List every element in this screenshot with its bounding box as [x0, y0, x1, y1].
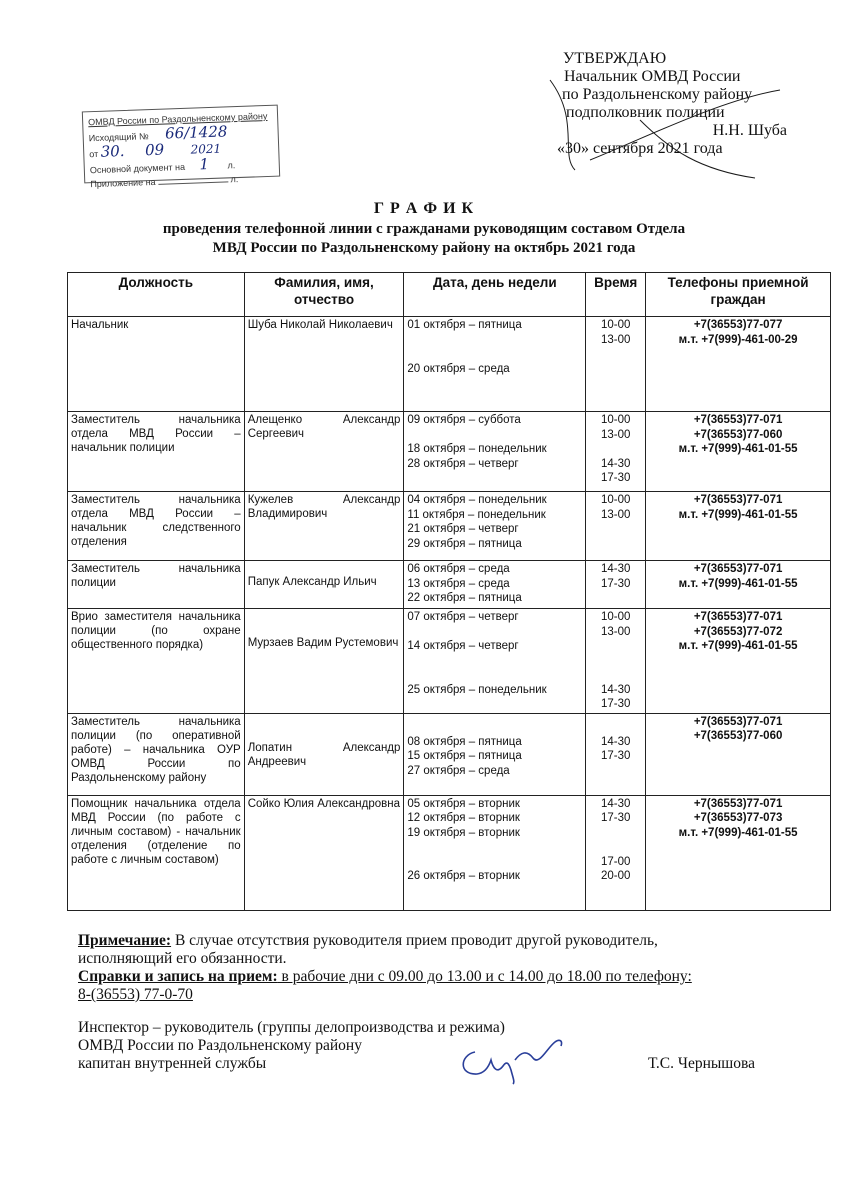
- note-text2: исполняющий его обязанности.: [78, 950, 287, 967]
- row-times: [586, 609, 646, 714]
- inspector-signature-icon: [455, 1030, 570, 1085]
- row-date: 26 октября – вторник: [407, 870, 520, 882]
- row-date: 14 октября – четверг: [407, 640, 519, 652]
- row-time: [589, 639, 642, 654]
- row-phone: +7(36553)77-073: [693, 812, 783, 824]
- row-phone: +7(36553)77-071: [693, 414, 783, 426]
- row-name-text: Лопатин Александр Андреевич: [247, 741, 401, 768]
- header-position: Должность: [68, 273, 245, 317]
- row-phones: [646, 609, 831, 714]
- stamp-date-year: 2021: [190, 141, 222, 157]
- row-time: 14-30: [601, 735, 631, 748]
- row-phone: +7(36553)77-077: [693, 319, 783, 331]
- row-time: [589, 442, 642, 457]
- page-subtitle-line2: МВД России по Раздольненскому району на октябрь 2021 года: [212, 240, 636, 256]
- row-dates: [404, 609, 586, 714]
- table-row: [68, 561, 831, 609]
- row-time: 14-30: [601, 457, 631, 470]
- row-phone: м.т. +7(999)-461-01-55: [678, 443, 798, 455]
- row-position: Заместитель начальника полиции (по оперативной работе) – начальника ОУР ОМВД России по Раздольненскому району: [68, 713, 245, 795]
- table-header-row: [68, 273, 831, 317]
- header-time: Время: [586, 273, 646, 317]
- stamp-from-label: от: [89, 148, 99, 160]
- row-date: 19 октября – вторник: [407, 826, 520, 839]
- row-date: [407, 855, 582, 870]
- stamp-main-doc-suffix: л.: [227, 160, 236, 171]
- approval-signature-icon: [520, 60, 800, 185]
- approval-date: «30» сентября 2021 года: [557, 140, 723, 157]
- row-phone: +7(36553)77-071: [693, 494, 783, 506]
- row-time: 14-30: [601, 797, 631, 810]
- row-date: 25 октября – понедельник: [407, 683, 547, 696]
- info-line: [78, 968, 692, 986]
- row-times: [586, 492, 646, 561]
- row-times: [586, 317, 646, 412]
- page-title: Г Р А Ф И К: [373, 200, 475, 217]
- row-time: 10-00: [601, 611, 631, 623]
- signature-line2: ОМВД России по Раздольненскому району: [78, 1037, 362, 1054]
- row-date: 07 октября – четверг: [407, 611, 519, 623]
- row-times: [586, 412, 646, 492]
- row-date: 15 октября – пятница: [407, 750, 522, 762]
- row-phones: [646, 561, 831, 609]
- row-time: 10-00: [601, 319, 631, 331]
- signature-name: Т.С. Чернышова: [648, 1055, 755, 1072]
- row-dates: [404, 795, 586, 910]
- row-phone: м.т. +7(999)-461-01-55: [678, 640, 798, 652]
- row-date: [407, 654, 582, 669]
- info-label: Справки и запись на прием:: [78, 968, 278, 985]
- signature-line1: Инспектор – руководитель (группы делопроизводства и режима): [78, 1019, 505, 1036]
- stamp-date-month: 09: [144, 140, 165, 160]
- row-phones: [646, 795, 831, 910]
- row-position: Помощник начальника отдела МВД России (по работе с личным составом) - начальник отделения (отделение по работе с личным составом): [68, 795, 245, 910]
- row-date: [407, 625, 582, 640]
- row-phone: +7(36553)77-071: [693, 797, 783, 810]
- row-date: 18 октября – понедельник: [407, 443, 547, 455]
- row-date: 09 октября – суббота: [407, 414, 521, 426]
- stamp-outgoing-number: 66/1428: [164, 122, 228, 143]
- row-dates: [404, 561, 586, 609]
- row-phone: +7(36553)77-060: [693, 730, 783, 742]
- row-dates: [404, 713, 586, 795]
- row-name: Шуба Николай Николаевич: [244, 317, 404, 412]
- row-date: [407, 333, 582, 348]
- header-date: Дата, день недели: [404, 273, 586, 317]
- row-time: 20-00: [601, 870, 631, 882]
- note-block: [78, 932, 692, 1004]
- row-name: [244, 713, 404, 795]
- row-date: [407, 840, 582, 855]
- table-row: [68, 317, 831, 412]
- row-date: 06 октября – среда: [407, 563, 510, 575]
- signature-block: [78, 1019, 505, 1073]
- row-time: 17-30: [601, 577, 631, 590]
- table-row: [68, 795, 831, 910]
- row-date: 27 октября – среда: [407, 764, 510, 777]
- row-time: 17-30: [601, 698, 631, 710]
- row-date: 11 октября – понедельник: [407, 508, 546, 521]
- row-time: 17-30: [601, 472, 631, 484]
- note-label: Примечание:: [78, 932, 172, 949]
- row-time: 10-00: [601, 494, 631, 506]
- row-phone: +7(36553)77-071: [693, 715, 783, 728]
- row-time: 14-30: [601, 563, 631, 575]
- header-name: Фамилия, имя, отчество: [244, 273, 404, 317]
- stamp-outgoing-label: Исходящий №: [88, 131, 149, 144]
- row-phones: [646, 412, 831, 492]
- row-date: 20 октября – среда: [407, 362, 510, 375]
- row-date: 12 октября – вторник: [407, 812, 520, 824]
- row-dates: [404, 492, 586, 561]
- row-time: 14-30: [601, 683, 631, 696]
- approval-line1: Начальник ОМВД России: [564, 68, 741, 85]
- row-time: [589, 840, 642, 855]
- stamp-main-doc-label: Основной документ на: [89, 161, 186, 176]
- row-position: Заместитель начальника отдела МВД России – начальник следственного отделения: [68, 492, 245, 561]
- table-row: [68, 713, 831, 795]
- row-position: Заместитель начальника отдела МВД России – начальник полиции: [68, 412, 245, 492]
- row-date: [407, 347, 582, 362]
- row-phone: +7(36553)77-060: [693, 428, 783, 441]
- row-date: [407, 668, 582, 683]
- row-phone: +7(36553)77-072: [693, 625, 783, 638]
- page-subtitle-line1: проведения телефонной линии с гражданами руководящим составом Отдела: [162, 221, 686, 237]
- row-phone: м.т. +7(999)-461-01-55: [678, 826, 798, 839]
- row-name-text: Мурзаев Вадим Рустемович: [247, 637, 399, 649]
- row-date: 13 октября – среда: [407, 577, 510, 590]
- row-time: [589, 826, 642, 841]
- approval-line3: подполковник полиции: [566, 104, 725, 121]
- info-text: в рабочие дни с 09.00 до 13.00 и с 14.00 до 18.00 по телефону:: [277, 968, 692, 985]
- stamp-attachment-suffix: л.: [230, 174, 239, 185]
- stamp-date-day: 30.: [100, 141, 125, 161]
- row-time: 13-00: [601, 428, 631, 441]
- row-phone: м.т. +7(999)-461-00-29: [678, 333, 798, 346]
- stamp-org: ОМВД России по Раздольненскому району: [88, 110, 268, 128]
- row-dates: [404, 317, 586, 412]
- row-phone: +7(36553)77-071: [693, 563, 783, 575]
- row-name: [244, 609, 404, 714]
- note-text: В случае отсутствия руководителя прием проводит другой руководитель,: [171, 932, 658, 949]
- row-time: 17-30: [601, 750, 631, 762]
- table-row: [68, 609, 831, 714]
- note-line1: [78, 932, 692, 950]
- row-name: Алещенко Александр Сергеевич: [244, 412, 404, 492]
- row-times: [586, 561, 646, 609]
- row-phone: +7(36553)77-071: [693, 611, 783, 623]
- row-date: 28 октября – четверг: [407, 457, 519, 470]
- schedule-table: [67, 272, 831, 911]
- row-times: [586, 795, 646, 910]
- row-name-text: Папук Александр Ильич: [247, 576, 377, 588]
- row-dates: [404, 412, 586, 492]
- row-position: Заместитель начальника полиции: [68, 561, 245, 609]
- approval-heading: УТВЕРЖДАЮ: [563, 50, 667, 67]
- table-row: [68, 412, 831, 492]
- row-phones: [646, 492, 831, 561]
- row-date: 29 октября – пятница: [407, 537, 522, 550]
- header-phones: Телефоны приемной граждан: [646, 273, 831, 317]
- row-time: 17-00: [601, 855, 631, 868]
- row-date: 01 октября – пятница: [407, 319, 522, 331]
- row-phone: м.т. +7(999)-461-01-55: [678, 508, 798, 521]
- row-date: 21 октября – четверг: [407, 523, 519, 535]
- row-time: 13-00: [601, 333, 631, 346]
- row-times: [586, 713, 646, 795]
- table-row: [68, 492, 831, 561]
- row-phones: [646, 713, 831, 795]
- row-time: 13-00: [601, 508, 631, 521]
- registration-stamp: [82, 105, 280, 190]
- row-name: [244, 561, 404, 609]
- row-position: Начальник: [68, 317, 245, 412]
- row-date: 08 октября – пятница: [407, 735, 522, 748]
- row-phone: м.т. +7(999)-461-01-55: [678, 577, 798, 590]
- row-date: 04 октября – понедельник: [407, 494, 547, 506]
- row-position: Врио заместителя начальника полиции (по охране общественного порядка): [68, 609, 245, 714]
- row-date: [407, 428, 582, 443]
- stamp-main-doc-value: 1: [199, 155, 210, 174]
- row-name: Сойко Юлия Александровна: [244, 795, 404, 910]
- row-phones: [646, 317, 831, 412]
- stamp-attachment-label: Приложение на: [90, 176, 156, 190]
- row-time: 10-00: [601, 414, 631, 426]
- row-time: 17-30: [601, 812, 631, 824]
- row-time: 13-00: [601, 625, 631, 638]
- info-phone: 8-(36553) 77-0-70: [78, 986, 193, 1003]
- signature-line3: капитан внутренней службы: [78, 1055, 267, 1072]
- approval-line2: по Раздольненскому району: [562, 86, 753, 103]
- row-time: [589, 654, 642, 669]
- row-date: 22 октября – пятница: [407, 592, 522, 604]
- row-name: Кужелев Александр Владимирович: [244, 492, 404, 561]
- row-time: [589, 668, 642, 683]
- approval-name: Н.Н. Шуба: [712, 122, 787, 139]
- row-date: 05 октября – вторник: [407, 797, 520, 810]
